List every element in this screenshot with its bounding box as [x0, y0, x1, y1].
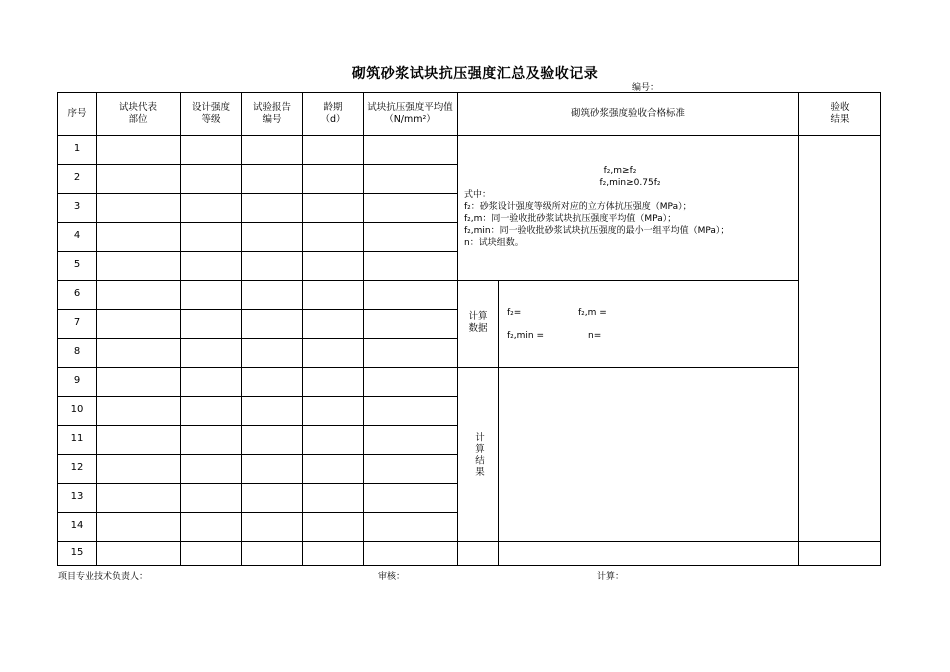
- row-line: [57, 454, 457, 455]
- number-label: 编号：: [632, 83, 660, 93]
- row-number: 1: [73, 143, 81, 154]
- criteria-def-4: n：试块组数。: [464, 238, 524, 248]
- row-number: 12: [70, 462, 84, 473]
- row-number: 14: [70, 520, 84, 531]
- header-avg-strength: 试块抗压强度平均值（N/mm²）: [367, 102, 453, 125]
- row-number: 15: [70, 547, 84, 558]
- row-line: [57, 338, 457, 339]
- calc-f2: f₂=: [507, 308, 522, 318]
- row-number: 9: [73, 375, 81, 386]
- header-age: 龄期（d）: [320, 102, 346, 125]
- col-line: [798, 92, 799, 566]
- header-result: 验收结果: [830, 102, 850, 125]
- header-standard: 砌筑砂浆强度验收合格标准: [570, 108, 685, 119]
- criteria-def-1: f₂：砂浆设计强度等级所对应的立方体抗压强度（MPa）；: [464, 202, 692, 212]
- row-line: [57, 512, 457, 513]
- calc-n: n=: [588, 331, 602, 341]
- row-number: 2: [73, 172, 81, 183]
- criteria-def-3: f₂,min：同一验收批砂浆试块抗压强度的最小一组平均值（MPa）；: [464, 226, 730, 236]
- col-line: [457, 92, 458, 566]
- row-line: [57, 396, 457, 397]
- row-number: 10: [70, 404, 84, 415]
- calc-data-bottom-line: [457, 367, 798, 368]
- row-number: 4: [73, 230, 81, 241]
- row-line: [57, 541, 457, 542]
- row-number: 8: [73, 346, 81, 357]
- criteria-def-2: f₂,m：同一验收批砂浆试块抗压强度平均值（MPa）；: [464, 214, 677, 224]
- header-location: 试块代表部位: [118, 102, 157, 125]
- row-number: 6: [73, 288, 81, 299]
- row-line: [57, 193, 457, 194]
- criteria-bottom-line: [457, 280, 798, 281]
- page-title: 砌筑砂浆试块抗压强度汇总及验收记录: [351, 66, 599, 82]
- criteria-formula-1: f₂,m≥f₂: [603, 166, 637, 176]
- criteria-formula-2: f₂,min≥0.75f₂: [599, 178, 661, 188]
- row-line: [57, 367, 457, 368]
- calc-f2min: f₂,min =: [507, 331, 545, 341]
- row-line: [57, 309, 457, 310]
- footer-calc: 计算：: [597, 572, 625, 582]
- col-line: [498, 280, 499, 566]
- calc-data-label: 计算数据: [468, 311, 488, 334]
- footer-manager: 项目专业技术负责人：: [58, 572, 149, 582]
- row-line: [57, 483, 457, 484]
- last-row-line: [457, 541, 881, 542]
- calc-result-label: 计算结果: [473, 432, 484, 478]
- criteria-where: 式中：: [464, 190, 492, 200]
- header-seq: 序号: [67, 108, 87, 119]
- row-line: [57, 251, 457, 252]
- row-number: 13: [70, 491, 84, 502]
- row-line: [57, 135, 881, 136]
- row-number: 11: [70, 433, 84, 444]
- row-number: 7: [73, 317, 81, 328]
- row-line: [57, 280, 457, 281]
- row-line: [57, 164, 457, 165]
- calc-f2m: f₂,m =: [578, 308, 607, 318]
- footer-review: 审核：: [378, 572, 406, 582]
- header-report-no: 试验报告编号: [252, 102, 291, 125]
- row-number: 5: [73, 259, 81, 270]
- row-line: [57, 222, 457, 223]
- row-line: [57, 425, 457, 426]
- header-grade: 设计强度等级: [192, 102, 231, 125]
- row-number: 3: [73, 201, 81, 212]
